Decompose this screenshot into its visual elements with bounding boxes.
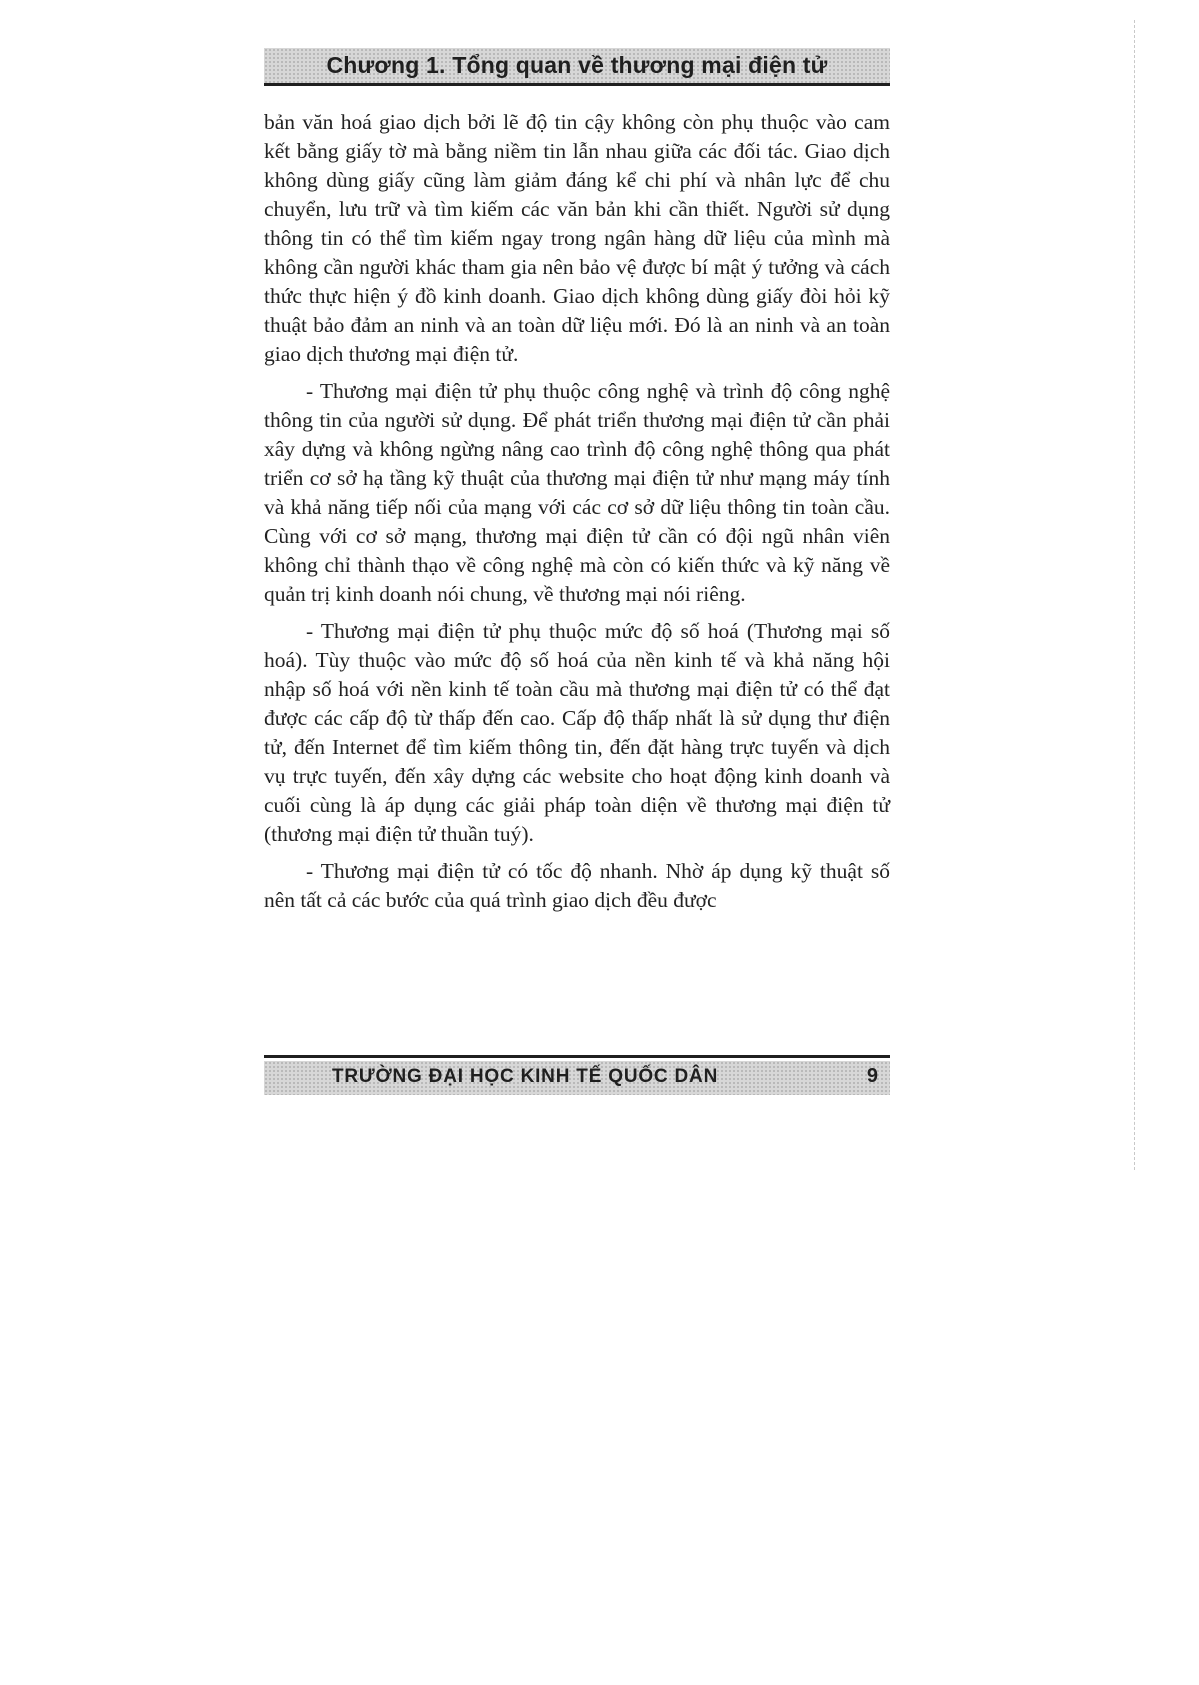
school-name: TRƯỜNG ĐẠI HỌC KINH TẾ QUỐC DÂN [332, 1066, 719, 1087]
chapter-title: Chương 1. Tổng quan về thương mại điện tử [326, 52, 828, 78]
body-text [264, 108, 890, 923]
page-footer [264, 1061, 890, 1095]
paragraph: bản văn hoá giao dịch bởi lẽ độ tin cậy không còn phụ thuộc vào cam kết bằng giấy tờ mà bằng niềm tin lẫn nhau giữa các đối tác. Giao dịch không dùng giấy cũng làm giảm đáng kể chi phí và nhân lực để chu chuyển, lưu trữ và tìm kiếm các văn bản khi cần thiết. Người sử dụng thông tin có thể tìm kiếm ngay trong ngân hàng dữ liệu của mình mà không cần người khác tham gia nên bảo vệ được bí mật ý tưởng và cách thức thực hiện ý đồ kinh doanh. Giao dịch không dùng giấy đòi hỏi kỹ thuật bảo đảm an ninh và an toàn dữ liệu mới. Đó là an ninh và an toàn giao dịch thương mại điện tử. [264, 110, 890, 366]
paragraph: - Thương mại điện tử có tốc độ nhanh. Nhờ áp dụng kỹ thuật số nên tất cả các bước của quá trình giao dịch đều được [264, 859, 890, 912]
paragraph: - Thương mại điện tử phụ thuộc công nghệ và trình độ công nghệ thông tin của người sử dụng. Để phát triển thương mại điện tử cần phải xây dựng và không ngừng nâng cao trình độ công nghệ thông qua phát triển cơ sở hạ tầng kỹ thuật của thương mại điện tử như mạng máy tính và khả năng tiếp nối của mạng với các cơ sở dữ liệu thông tin toàn cầu. Cùng với cơ sở mạng, thương mại điện tử cần có đội ngũ nhân viên không chỉ thành thạo về công nghệ mà còn có kiến thức và kỹ năng về quản trị kinh doanh nói chung, về thương mại nói riêng. [264, 379, 890, 606]
chapter-header [264, 48, 890, 86]
page-number: 9 [866, 1065, 878, 1087]
footer-divider [264, 1055, 890, 1058]
scan-edge-divider [1134, 20, 1135, 1170]
paragraph: - Thương mại điện tử phụ thuộc mức độ số hoá (Thương mại số hoá). Tùy thuộc vào mức độ số hoá của nền kinh tế và khả năng hội nhập số hoá với nền kinh tế toàn cầu mà thương mại điện tử có thể đạt được các cấp độ từ thấp đến cao. Cấp độ thấp nhất là sử dụng thư điện tử, đến Internet để tìm kiếm thông tin, đến đặt hàng trực tuyến và dịch vụ trực tuyến, đến xây dựng các website cho hoạt động kinh doanh và cuối cùng là áp dụng các giải pháp toàn diện về thương mại điện tử (thương mại điện tử thuần tuý). [264, 619, 890, 846]
